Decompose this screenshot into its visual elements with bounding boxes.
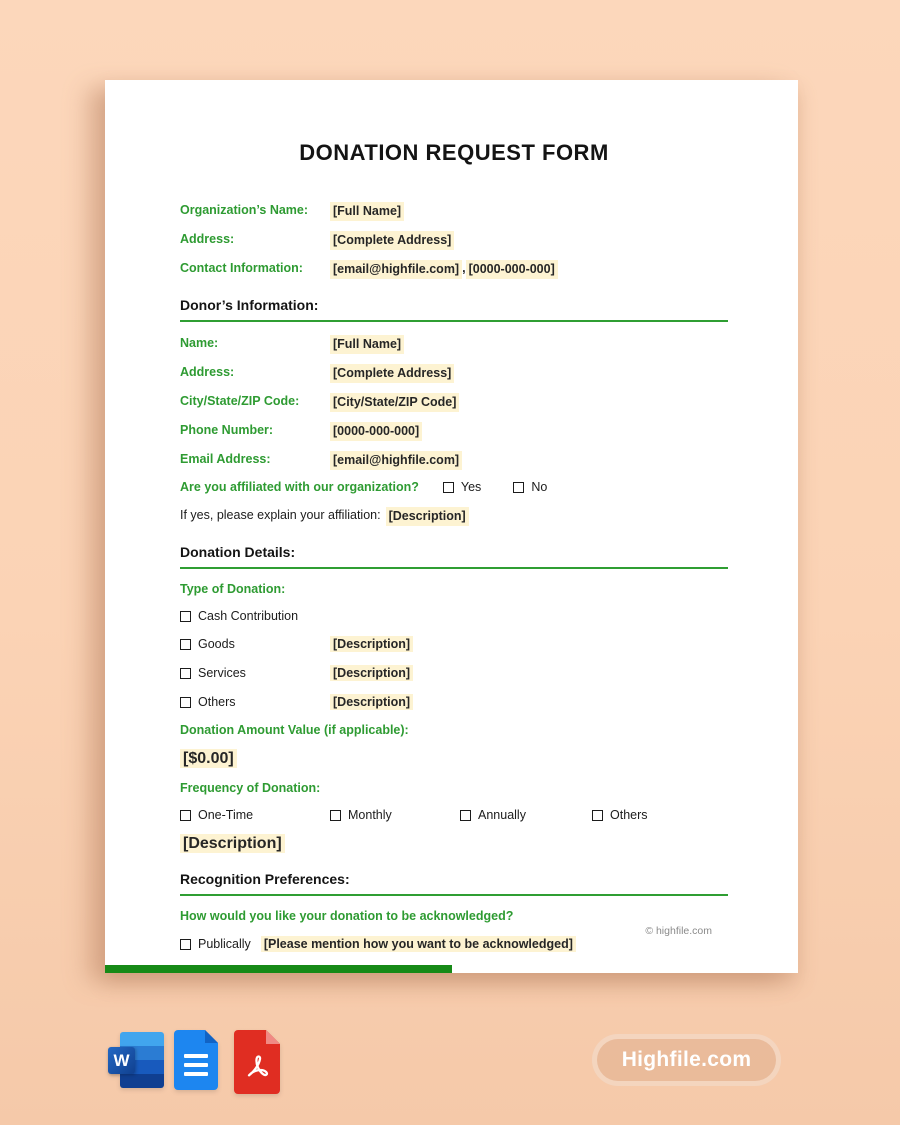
donation-amount-row: [180, 750, 728, 768]
donor-address-row: [180, 364, 728, 383]
donor-city-placeholder: [City/State/ZIP Code]: [330, 393, 459, 412]
affiliation-no-option: [513, 480, 547, 494]
affiliation-yes-option: [443, 480, 481, 494]
cash-checkbox[interactable]: [180, 611, 191, 622]
others-description-placeholder: [Description]: [330, 694, 413, 710]
affiliation-note: If yes, please explain your affiliation:: [180, 508, 381, 522]
docs-text-lines: [184, 1054, 208, 1081]
donor-city-label: City/State/ZIP Code:: [180, 394, 300, 408]
word-letter: W: [113, 1050, 130, 1070]
yes-checkbox[interactable]: [443, 482, 454, 493]
services-option: [180, 666, 330, 680]
one-time-checkbox[interactable]: [180, 810, 191, 821]
donation-type-goods-row: [180, 636, 728, 652]
donor-phone-placeholder: [0000-000-000]: [330, 422, 422, 441]
services-label: Services: [198, 666, 246, 680]
publically-checkbox[interactable]: [180, 939, 191, 950]
pdf-fold-corner: [266, 1030, 280, 1044]
cash-label: Cash Contribution: [198, 609, 299, 623]
annually-label: Annually: [478, 808, 526, 822]
org-contact-email-placeholder: [email@highfile.com]: [330, 260, 462, 279]
frequency-others-label: Others: [610, 808, 648, 822]
donation-amount-label: Donation Amount Value (if applicable):: [180, 723, 409, 737]
org-name-placeholder: [Full Name]: [330, 202, 404, 221]
word-letter-badge: [108, 1047, 135, 1074]
affiliation-question: Are you affiliated with our organization?: [180, 480, 419, 494]
copyright-text: © highfile.com: [645, 925, 712, 937]
others-label: Others: [198, 695, 236, 709]
type-of-donation-label: Type of Donation:: [180, 582, 286, 596]
brand-label: Highfile.com: [621, 1048, 752, 1071]
donor-email-label: Email Address:: [180, 452, 271, 466]
donor-phone-row: [180, 422, 728, 441]
recognition-question: How would you like your donation to be acknowledged?: [180, 909, 514, 923]
donor-name-row: [180, 335, 728, 354]
donor-city-row: [180, 393, 728, 412]
others-option: [180, 695, 330, 709]
frequency-monthly-option: [330, 808, 460, 822]
goods-label: Goods: [198, 637, 235, 651]
one-time-label: One-Time: [198, 808, 254, 822]
document-page: [105, 80, 798, 973]
donor-section-heading: Donor’s Information:: [180, 297, 728, 322]
frequency-label: Frequency of Donation:: [180, 781, 321, 795]
org-contact-label: Contact Information:: [180, 261, 303, 275]
donor-email-row: [180, 451, 728, 470]
recognition-section-heading: Recognition Preferences:: [180, 871, 728, 896]
goods-option: [180, 637, 330, 651]
donor-address-label: Address:: [180, 365, 235, 379]
donor-phone-label: Phone Number:: [180, 423, 274, 437]
donor-address-placeholder: [Complete Address]: [330, 364, 454, 383]
recognition-publically-row: [180, 936, 728, 952]
frequency-description-placeholder: [Description]: [180, 834, 285, 853]
donor-name-placeholder: [Full Name]: [330, 335, 404, 354]
org-name-row: [180, 202, 728, 221]
frequency-others-option: [592, 808, 648, 822]
yes-label: Yes: [460, 480, 482, 494]
frequency-others-checkbox[interactable]: [592, 810, 603, 821]
goods-checkbox[interactable]: [180, 639, 191, 650]
frequency-description-row: [180, 835, 728, 853]
frequency-options-row: [180, 808, 728, 822]
affiliation-question-row: [180, 480, 728, 494]
org-address-row: [180, 231, 728, 250]
highfile-brand-pill[interactable]: [592, 1034, 781, 1086]
org-contact-phone-placeholder: [0000-000-000]: [466, 260, 558, 279]
page-title: DONATION REQUEST FORM: [299, 140, 609, 165]
no-checkbox[interactable]: [513, 482, 524, 493]
document-content: [105, 80, 798, 952]
word-file-icon[interactable]: [108, 1030, 164, 1090]
annually-checkbox[interactable]: [460, 810, 471, 821]
donation-amount-placeholder: [$0.00]: [180, 749, 237, 768]
donor-email-placeholder: [email@highfile.com]: [330, 451, 462, 470]
donation-section-heading: Donation Details:: [180, 544, 728, 569]
donor-name-label: Name:: [180, 336, 219, 350]
acrobat-logo-icon: [241, 1050, 273, 1082]
org-name-label: Organization’s Name:: [180, 203, 309, 217]
monthly-label: Monthly: [348, 808, 392, 822]
goods-description-placeholder: [Description]: [330, 636, 413, 652]
donation-type-cash-row: [180, 609, 728, 623]
org-contact-row: [180, 260, 728, 279]
progress-bar: [105, 965, 452, 973]
file-format-icons: [108, 1030, 280, 1094]
docs-fold-corner: [205, 1030, 218, 1043]
donation-type-services-row: [180, 665, 728, 681]
monthly-checkbox[interactable]: [330, 810, 341, 821]
google-docs-file-icon[interactable]: [174, 1030, 218, 1090]
services-description-placeholder: [Description]: [330, 665, 413, 681]
affiliation-note-row: [180, 507, 728, 526]
frequency-one-time-option: [180, 808, 330, 822]
affiliation-placeholder: [Description]: [386, 507, 469, 526]
no-label: No: [531, 480, 548, 494]
frequency-annually-option: [460, 808, 592, 822]
org-address-label: Address:: [180, 232, 235, 246]
publically-label: Publically: [198, 937, 251, 951]
cash-option: [180, 609, 330, 623]
services-checkbox[interactable]: [180, 668, 191, 679]
others-checkbox[interactable]: [180, 697, 191, 708]
org-contact-separator: ,: [462, 261, 466, 275]
pdf-file-icon[interactable]: [234, 1030, 280, 1094]
org-address-placeholder: [Complete Address]: [330, 231, 454, 250]
recognition-placeholder: [Please mention how you want to be acknowledged]: [261, 936, 576, 952]
donation-type-others-row: [180, 694, 728, 710]
